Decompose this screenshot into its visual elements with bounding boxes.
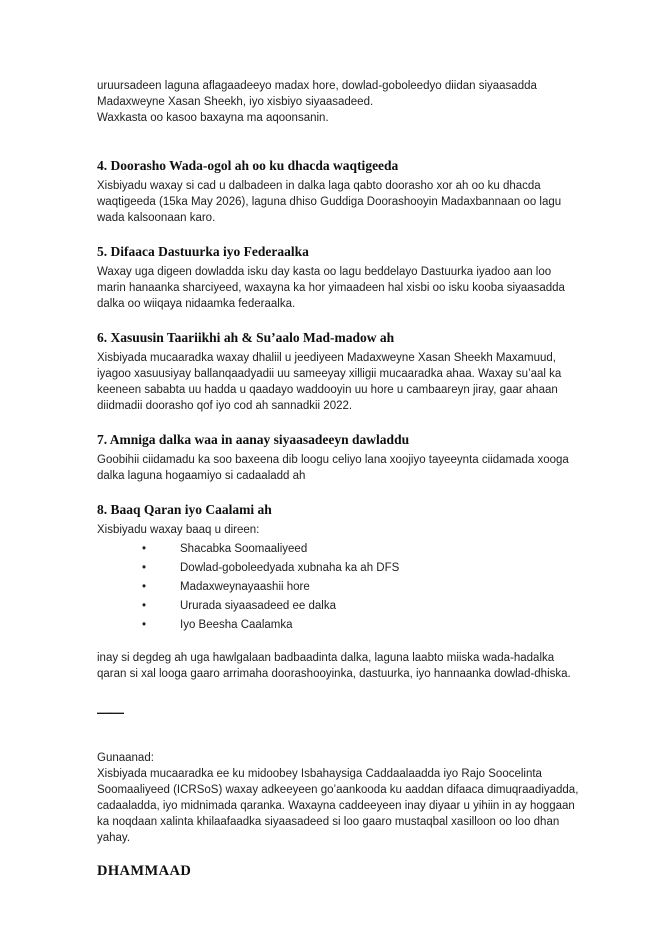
section-body: Goobihii ciidamadu ka soo baxeena dib loogu celiyo lana xoojiyo tayeeynta ciidamada xooga dalka laguna hogaamiyo si cadaaladd ah <box>97 454 569 482</box>
section-heading: 4. Doorasho Wada-ogol ah oo ku dhacda waqtigeeda <box>97 158 399 173</box>
section-body: Xisbiyadu waxay baaq u direen: <box>97 524 260 536</box>
section-doorasho <box>97 157 580 226</box>
intro-block <box>97 78 580 126</box>
separator-dash: —— <box>97 704 123 720</box>
section-heading: 6. Xasuusin Taariikhi ah & Su’aalo Mad-madow ah <box>97 330 395 345</box>
list-item <box>142 597 580 616</box>
list-item <box>142 616 580 635</box>
section-amniga <box>97 431 580 484</box>
bullet-icon: • <box>142 600 147 612</box>
section-body: Waxay uga digeen dowladda isku day kasta oo lagu beddelayo Dastuurka iyadoo aan loo marin hanaanka sharciyeed, waxayna ka hor yimaadeen hal xisbi oo isku kooba siyaasadda dalka oo wiiqaya nidaamka federaalka. <box>97 266 565 310</box>
list-item <box>142 540 580 559</box>
intro-line2: Waxkasta oo kasoo baxayna ma aqoonsanin. <box>97 112 329 124</box>
list-item-label: Shacabka Soomaaliyeed <box>180 543 308 555</box>
intro-paragraph: uruursadeen laguna aflagaadeeyo madax hore, dowlad-goboleedyo diidan siyaasadda Madaxweyne Xasan Sheekh, iyo xisbiyo siyaasadeed. <box>97 80 537 108</box>
list-item <box>142 578 580 597</box>
baaq-outro-paragraph: inay si degdeg ah uga hawlgalaan badbaadinta dalka, laguna laabto miiska wada-hadalka qaran si xal looga gaaro arrimaha doorashooyinka, dastuurka, iyo hannaanka dowlad-dhiska. <box>97 652 571 680</box>
list-item-label: Ururada siyaasadeed ee dalka <box>180 600 336 612</box>
section-heading: 5. Difaaca Dastuurka iyo Federaalka <box>97 244 309 259</box>
section-xasuusin <box>97 329 580 414</box>
baaq-recipient-list <box>142 540 580 635</box>
section-dastuur <box>97 243 580 312</box>
list-item-label: Iyo Beesha Caalamka <box>180 619 293 631</box>
section-heading: 8. Baaq Qaran iyo Caalami ah <box>97 502 272 517</box>
section-body: Xisbiyada mucaaradka waxay dhaliil u jeediyeen Madaxweyne Xasan Sheekh Maxamuud, iyagoo xasuusiyay ballanqaadyadii uu sameeyay xilligii mucaaradka ahaa. Waxay su’aal ka keeneen sababta uu hadda u qaadayo waddooyin uu hore u cambaareyn jiray, gaar ahaan diidmadii doorasho qof iyo cod ah sannadkii 2022. <box>97 352 562 412</box>
bullet-icon: • <box>142 562 147 574</box>
bullet-icon: • <box>142 543 147 555</box>
bullet-icon: • <box>142 581 147 593</box>
section-body: Xisbiyadu waxay si cad u dalbadeen in dalka laga qabto doorasho xor ah oo ku dhacda waqtigeeda (15ka May 2026), laguna dhiso Guddiga Doorashooyin Madaxbannaan oo lagu wada kalsoonaan karo. <box>97 180 562 224</box>
list-item <box>142 559 580 578</box>
conclusion-paragraph: Xisbiyada mucaaradka ee ku midoobey Isbahaysiga Caddaalaadda iyo Rajo Soocelinta Soomaaliyeed (ICRSoS) waxay adkeeyeen go’aankooda ku aaddan difaaca dimuqraadiyadda, cadaaladda, iyo midnimada qaranka. Waxayna caddeeyeen inay diyaar u yihiin in ay hoggaan ka noqdaan xalinta khilaafaadka siyaasadeed si loo gaaro mustaqbal xasilloon oo loo dhan yahay. <box>97 768 579 844</box>
end-mark: DHAMMAAD <box>97 863 192 879</box>
section-heading: 7. Amniga dalka waa in aanay siyaasadeeyn dawladdu <box>97 432 410 447</box>
section-baaq <box>97 501 580 682</box>
conclusion-label: Gunaanad: <box>97 752 154 764</box>
list-item-label: Dowlad-goboleedyada xubnaha ka ah DFS <box>180 562 400 574</box>
list-item-label: Madaxweynayaashii hore <box>180 581 310 593</box>
bullet-icon: • <box>142 619 147 631</box>
